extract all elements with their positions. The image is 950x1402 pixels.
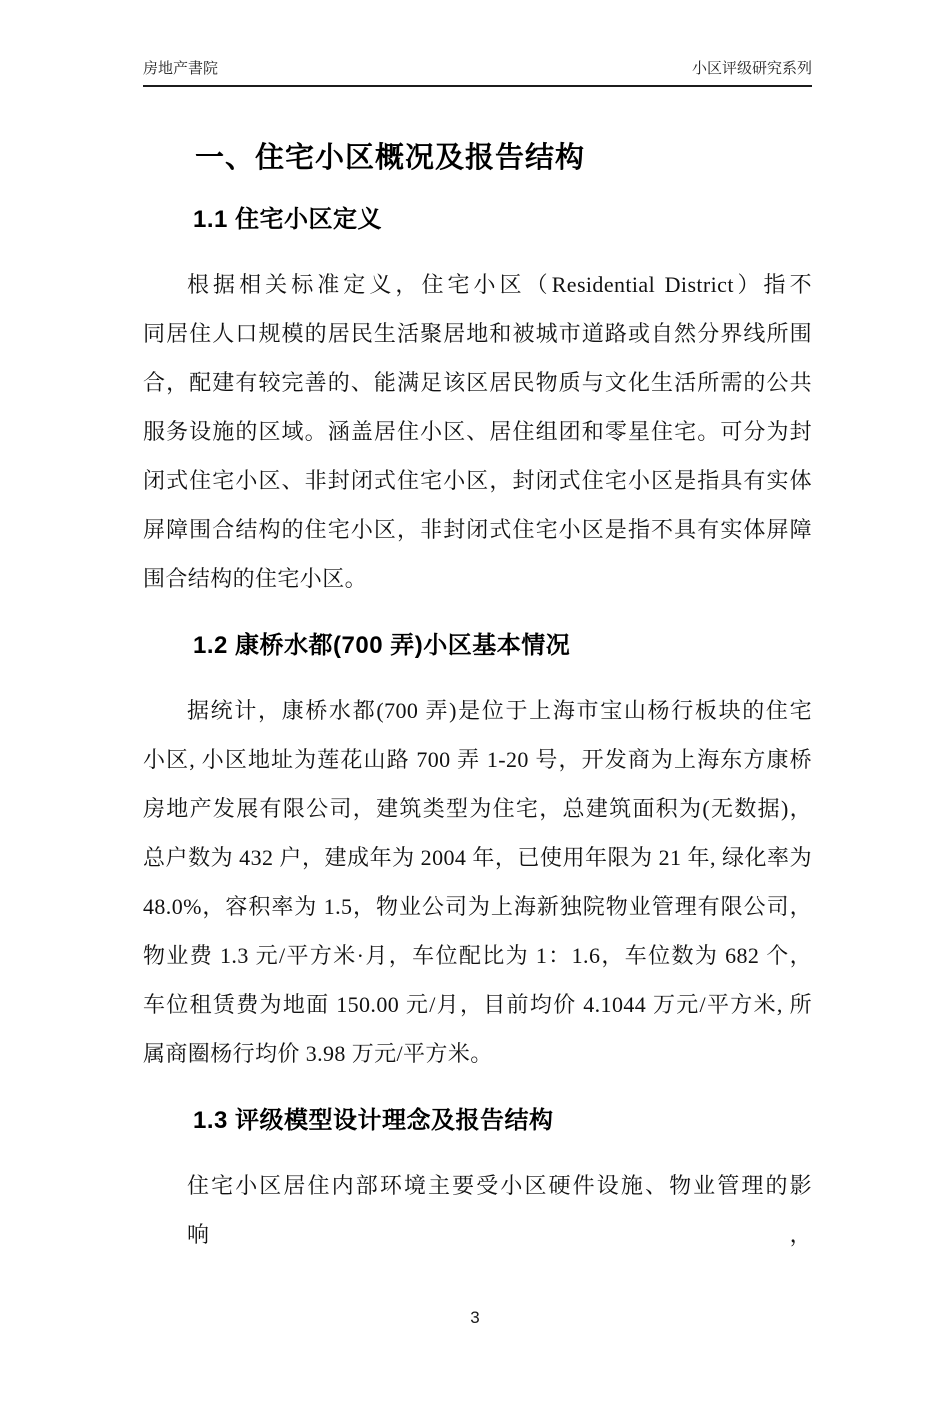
paragraph-line: 根据相关标准定义，住宅小区（Residential District）指不 [187,272,812,297]
paragraph-line: 围合结构的住宅小区。 [143,566,368,591]
paragraph-line: 合，配建有较完善的、能满足该区居民物质与文化生活所需的公共 [143,370,812,395]
section-heading-1-1: 1.1 住宅小区定义 [193,206,383,233]
paragraph-line: 住宅小区居住内部环境主要受小区硬件设施、物业管理的影响， [187,1173,812,1247]
page-header [143,58,812,87]
paragraph-line: 车位租赁费为地面 150.00 元/月，目前均价 4.1044 万元/平方米, 所 [143,992,812,1017]
header-right-text: 小区评级研究系列 [691,60,812,77]
document-page [0,58,950,1402]
paragraph-line: 服务设施的区域。涵盖居住小区、居住组团和零星住宅。可分为封 [143,419,812,444]
page-footer [0,1308,950,1328]
paragraph-line: 屏障围合结构的住宅小区，非封闭式住宅小区是指不具有实体屏障 [143,517,812,542]
paragraph-line: 同居住人口规模的居民生活聚居地和被城市道路或自然分界线所围 [143,321,812,346]
chapter-title: 一、住宅小区概况及报告结构 [195,142,586,174]
page-number: 3 [470,1308,480,1327]
paragraph-basic-info [143,686,812,1078]
paragraph-line: 闭式住宅小区、非封闭式住宅小区，封闭式住宅小区是指具有实体 [143,468,812,493]
paragraph-definition [143,260,812,603]
section-heading-1-3: 1.3 评级模型设计理念及报告结构 [193,1107,554,1134]
paragraph-model-design [143,1161,812,1259]
paragraph-line: 48.0%，容积率为 1.5，物业公司为上海新独院物业管理有限公司， [143,894,812,919]
paragraph-line: 总户数为 432 户，建成年为 2004 年，已使用年限为 21 年, 绿化率为 [143,845,812,870]
paragraph-line: 房地产发展有限公司，建筑类型为住宅，总建筑面积为(无数据)， [143,796,812,821]
paragraph-line: 属商圈杨行均价 3.98 万元/平方米。 [143,1041,493,1066]
paragraph-line: 物业费 1.3 元/平方米·月，车位配比为 1：1.6，车位数为 682 个， [143,943,812,968]
paragraph-line: 据统计，康桥水都(700 弄)是位于上海市宝山杨行板块的住宅 [187,698,812,723]
paragraph-line: 小区, 小区地址为莲花山路 700 弄 1-20 号，开发商为上海东方康桥 [143,747,812,772]
header-left-text: 房地产書院 [143,60,219,77]
section-heading-1-2: 1.2 康桥水都(700 弄)小区基本情况 [193,632,571,659]
